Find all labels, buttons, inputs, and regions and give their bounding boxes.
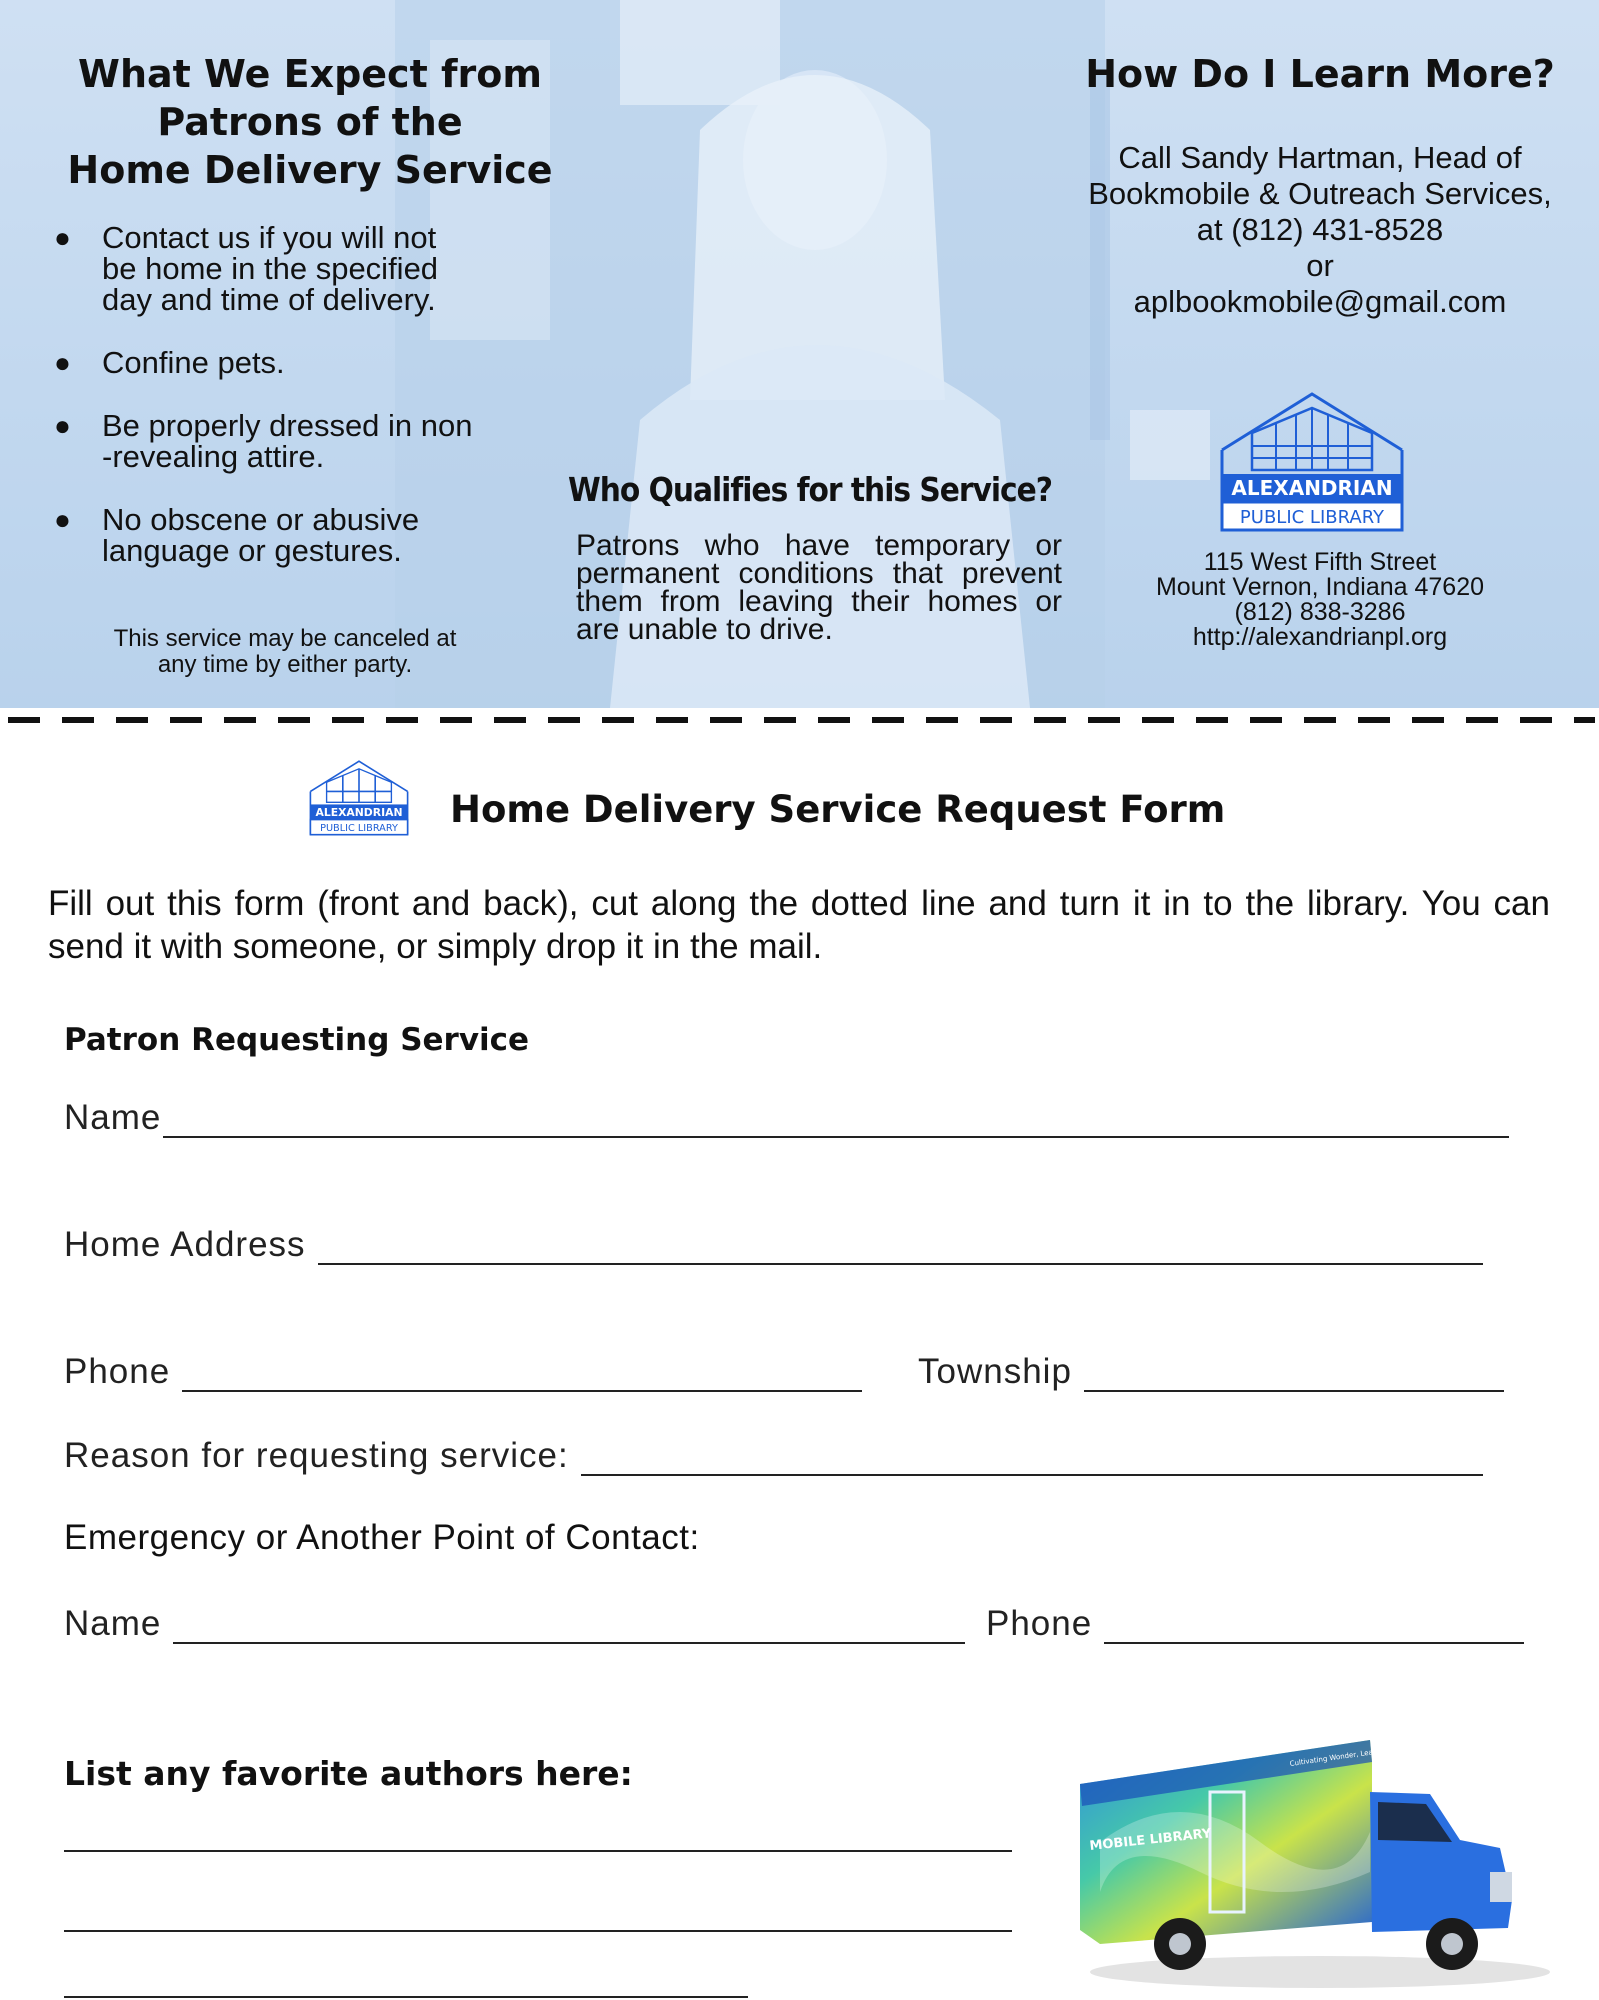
info-banner [0, 0, 1599, 708]
truck-banner-text: Cultivating Wonder, Learning, and Community [1289, 1737, 1451, 1768]
phone-label: Phone [64, 1352, 171, 1391]
cut-line [0, 716, 1599, 724]
contact-name-input-line[interactable] [173, 1606, 965, 1644]
qualify-title: Who Qualifies for this Service? [567, 470, 1053, 509]
name-input-line[interactable] [163, 1100, 1509, 1138]
expectation-line: -revealing attire. [102, 439, 325, 474]
township-label: Township [918, 1352, 1072, 1391]
logo-sub: PUBLIC LIBRARY [320, 822, 398, 834]
bookmobile-truck-icon [1060, 1722, 1560, 1992]
expect-title [40, 50, 580, 194]
expect-title-line: Patrons of the [157, 100, 463, 144]
expectation-line: No obscene or abusive [102, 502, 420, 537]
expect-title-line: What We Expect from [78, 52, 542, 96]
reason-label: Reason for requesting service: [64, 1436, 569, 1475]
author-input-line[interactable] [64, 1930, 1012, 1932]
cancellation-note [60, 626, 510, 678]
contact-phone: at (812) 431-8528 [1196, 212, 1444, 247]
authors-heading: List any favorite authors here: [64, 1754, 633, 1793]
expectation-line: language or gestures. [102, 533, 402, 568]
learn-more-title: How Do I Learn More? [1085, 52, 1555, 96]
logo-name: ALEXANDRIAN [1231, 476, 1393, 500]
form-instructions: Fill out this form (front and back), cut along the dotted line and turn it in to the library. You can send it with someone, or simply drop it in the mail. [48, 884, 1550, 966]
home-address-label: Home Address [64, 1225, 306, 1264]
contact-line: or [1306, 248, 1334, 283]
form-library-logo [305, 758, 413, 839]
address-line: 115 West Fifth Street [1203, 548, 1437, 576]
expectation-line: day and time of delivery. [102, 282, 436, 317]
contact-name-label: Name [64, 1604, 162, 1643]
library-website-link[interactable]: http://alexandrianpl.org [1192, 623, 1448, 651]
expectation-line: be home in the specified [102, 251, 439, 286]
contact-name-field [64, 1604, 965, 1644]
logo-sub: PUBLIC LIBRARY [1239, 507, 1385, 528]
township-field [918, 1352, 1504, 1392]
expectation-line: Confine pets. [102, 345, 285, 380]
reason-field [64, 1436, 1483, 1476]
library-address [1100, 550, 1540, 650]
contact-phone-input-line[interactable] [1104, 1606, 1524, 1644]
contact-email: aplbookmobile@gmail.com [1133, 284, 1507, 319]
name-label: Name [64, 1098, 162, 1137]
home-address-field [64, 1225, 1483, 1265]
contact-info [1040, 140, 1599, 320]
qualify-text: Patrons who have temporary or permanent conditions that prevent them from leaving their homes or are unable to drive. [576, 529, 1062, 646]
bullet-icon: ● [54, 410, 71, 441]
logo-name: ALEXANDRIAN [315, 805, 403, 819]
expectation-item [50, 222, 570, 315]
bullet-icon: ● [54, 347, 71, 378]
contact-line: Bookmobile & Outreach Services, [1088, 176, 1552, 211]
name-field [64, 1098, 1509, 1138]
home-address-input-line[interactable] [318, 1227, 1483, 1265]
author-input-line[interactable] [64, 1996, 748, 1998]
note-line: This service may be canceled at [113, 625, 457, 652]
expectation-item [50, 347, 570, 378]
emergency-contact-label: Emergency or Another Point of Contact: [64, 1518, 700, 1557]
contact-phone-field [986, 1604, 1524, 1644]
expectation-line: Be properly dressed in non [102, 408, 473, 443]
phone-field [64, 1352, 862, 1392]
form-title: Home Delivery Service Request Form [450, 788, 1226, 831]
expectation-item [50, 410, 570, 472]
address-line: Mount Vernon, Indiana 47620 [1155, 573, 1485, 601]
contact-phone-label: Phone [986, 1604, 1093, 1643]
bullet-icon: ● [54, 222, 71, 253]
phone-input-line[interactable] [182, 1354, 862, 1392]
township-input-line[interactable] [1084, 1354, 1504, 1392]
reason-input-line[interactable] [581, 1438, 1483, 1476]
expect-title-line: Home Delivery Service [67, 148, 553, 192]
expectation-line: Contact us if you will not [102, 220, 437, 255]
patron-section-heading: Patron Requesting Service [64, 1022, 530, 1058]
note-line: any time by either party. [157, 651, 413, 678]
expectations-list [50, 222, 570, 598]
expectation-item [50, 504, 570, 566]
author-input-line[interactable] [64, 1850, 1012, 1852]
truck-side-text: MOBILE LIBRARY [1088, 1826, 1212, 1854]
address-phone: (812) 838-3286 [1234, 598, 1406, 626]
library-logo [1212, 388, 1412, 538]
contact-line: Call Sandy Hartman, Head of [1118, 140, 1522, 175]
bullet-icon: ● [54, 504, 71, 535]
